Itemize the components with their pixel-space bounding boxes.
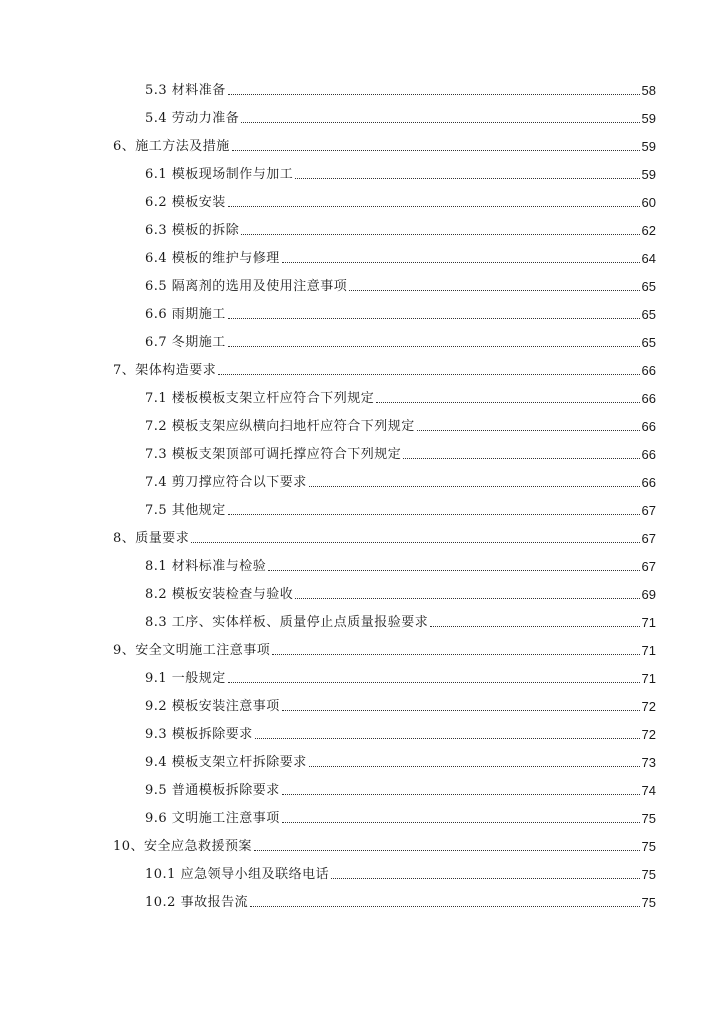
toc-entry[interactable] [0,631,724,659]
dot-leader [282,709,640,711]
toc-entry-title: 6.6 雨期施工 [145,307,226,322]
toc-entry-title: 10.2 事故报告流 [145,895,249,910]
dot-leader [376,401,639,403]
dot-leader [218,373,639,375]
dot-leader [295,597,639,599]
toc-entry-title: 6.7 冬期施工 [145,335,226,350]
toc-entry-title: 7.3 模板支架顶部可调托撑应符合下列规定 [145,447,402,462]
toc-entry-title: 7.4 剪刀撑应符合以下要求 [145,475,307,490]
toc-entry-page-number: 59 [641,111,656,126]
dot-leader [254,849,639,851]
dot-leader [241,233,639,235]
dot-leader [309,485,640,487]
toc-entry-title: 6.4 模板的维护与修理 [145,251,280,266]
dot-leader [430,625,639,627]
toc-entry-title: 10、安全应急救援预案 [113,839,253,854]
toc-entry-title: 9.3 模板拆除要求 [145,727,253,742]
dot-leader [403,457,639,459]
toc-entry-title: 7、架体构造要求 [113,363,217,378]
toc-entry[interactable] [0,771,724,799]
toc-entry-title: 9.1 一般规定 [145,671,226,686]
toc-entry[interactable] [0,687,724,715]
toc-entry[interactable] [0,659,724,687]
toc-entry-title: 7.1 楼板模板支架立杆应符合下列规定 [145,391,375,406]
toc-entry-page-number: 60 [641,195,656,210]
toc-entry-page-number: 66 [641,419,656,434]
toc-entry-page-number: 65 [641,307,656,322]
toc-entry-title: 6.2 模板安装 [145,195,226,210]
toc-entry[interactable] [0,323,724,351]
dot-leader [282,261,640,263]
toc-entry-page-number: 71 [641,615,656,630]
toc-entry-page-number: 67 [641,531,656,546]
toc-entry-title: 5.3 材料准备 [145,83,226,98]
toc-entry-page-number: 75 [641,839,656,854]
toc-entry-title: 9、安全文明施工注意事项 [113,643,271,658]
toc-entry-page-number: 59 [641,139,656,154]
toc-entry-title: 8.1 材料标准与检验 [145,559,267,574]
toc-entry-page-number: 66 [641,391,656,406]
toc-entry-title: 8.2 模板安装检查与验收 [145,587,294,602]
toc-entry[interactable] [0,239,724,267]
toc-entry-title: 8.3 工序、实体样板、质量停止点质量报验要求 [145,615,429,630]
toc-entry[interactable] [0,827,724,855]
dot-leader [228,93,640,95]
dot-leader [282,793,640,795]
dot-leader [295,177,639,179]
dot-leader [228,205,640,207]
toc-entry[interactable] [0,491,724,519]
toc-entry-page-number: 65 [641,279,656,294]
dot-leader [191,541,639,543]
dot-leader [331,877,639,879]
toc-entry[interactable] [0,799,724,827]
dot-leader [250,905,639,907]
toc-entry[interactable] [0,211,724,239]
toc-entry[interactable] [0,407,724,435]
toc-entry-page-number: 66 [641,447,656,462]
toc-entry[interactable] [0,715,724,743]
toc-entry-page-number: 66 [641,475,656,490]
toc-entry-title: 9.4 模板支架立杆拆除要求 [145,755,307,770]
toc-entry[interactable] [0,99,724,127]
toc-entry-page-number: 73 [641,755,656,770]
dot-leader [349,289,639,291]
toc-entry-page-number: 74 [641,783,656,798]
toc-entry[interactable] [0,463,724,491]
toc-entry[interactable] [0,127,724,155]
toc-entry[interactable] [0,743,724,771]
dot-leader [228,513,640,515]
table-of-contents [0,71,724,911]
toc-entry-page-number: 75 [641,895,656,910]
dot-leader [309,765,640,767]
toc-entry[interactable] [0,155,724,183]
toc-entry-title: 6.3 模板的拆除 [145,223,240,238]
toc-entry-title: 9.2 模板安装注意事项 [145,699,280,714]
toc-entry[interactable] [0,883,724,911]
toc-entry-page-number: 66 [641,363,656,378]
toc-entry-page-number: 72 [641,699,656,714]
toc-entry[interactable] [0,295,724,323]
toc-entry-page-number: 75 [641,811,656,826]
dot-leader [268,569,639,571]
toc-entry-title: 6.5 隔离剂的选用及使用注意事项 [145,279,348,294]
toc-entry[interactable] [0,435,724,463]
toc-entry-page-number: 58 [641,83,656,98]
toc-entry[interactable] [0,547,724,575]
toc-entry-page-number: 62 [641,223,656,238]
toc-entry-page-number: 69 [641,587,656,602]
toc-entry-title: 6.1 模板现场制作与加工 [145,167,294,182]
toc-entry[interactable] [0,351,724,379]
toc-entry[interactable] [0,267,724,295]
toc-entry-page-number: 72 [641,727,656,742]
toc-entry-page-number: 59 [641,167,656,182]
toc-entry-title: 9.5 普通模板拆除要求 [145,783,280,798]
toc-entry-page-number: 71 [641,643,656,658]
toc-entry-page-number: 71 [641,671,656,686]
toc-entry[interactable] [0,183,724,211]
dot-leader [232,149,640,151]
dot-leader [228,317,640,319]
dot-leader [417,429,640,431]
toc-entry-title: 8、质量要求 [113,531,190,546]
toc-entry[interactable] [0,71,724,99]
toc-entry-page-number: 75 [641,867,656,882]
dot-leader [228,681,640,683]
dot-leader [282,821,640,823]
toc-entry[interactable] [0,519,724,547]
toc-entry-title: 5.4 劳动力准备 [145,111,240,126]
dot-leader [241,121,639,123]
toc-entry-page-number: 67 [641,503,656,518]
dot-leader [228,345,640,347]
toc-entry[interactable] [0,379,724,407]
toc-entry[interactable] [0,603,724,631]
dot-leader [272,653,639,655]
toc-entry-title: 7.2 模板支架应纵横向扫地杆应符合下列规定 [145,419,415,434]
toc-entry-title: 10.1 应急领导小组及联络电话 [145,867,330,882]
toc-entry-page-number: 67 [641,559,656,574]
toc-entry-page-number: 64 [641,251,656,266]
dot-leader [255,737,640,739]
toc-entry-page-number: 65 [641,335,656,350]
toc-entry-title: 9.6 文明施工注意事项 [145,811,280,826]
toc-entry-title: 6、施工方法及措施 [113,139,230,154]
toc-entry[interactable] [0,855,724,883]
toc-entry[interactable] [0,575,724,603]
toc-entry-title: 7.5 其他规定 [145,503,226,518]
